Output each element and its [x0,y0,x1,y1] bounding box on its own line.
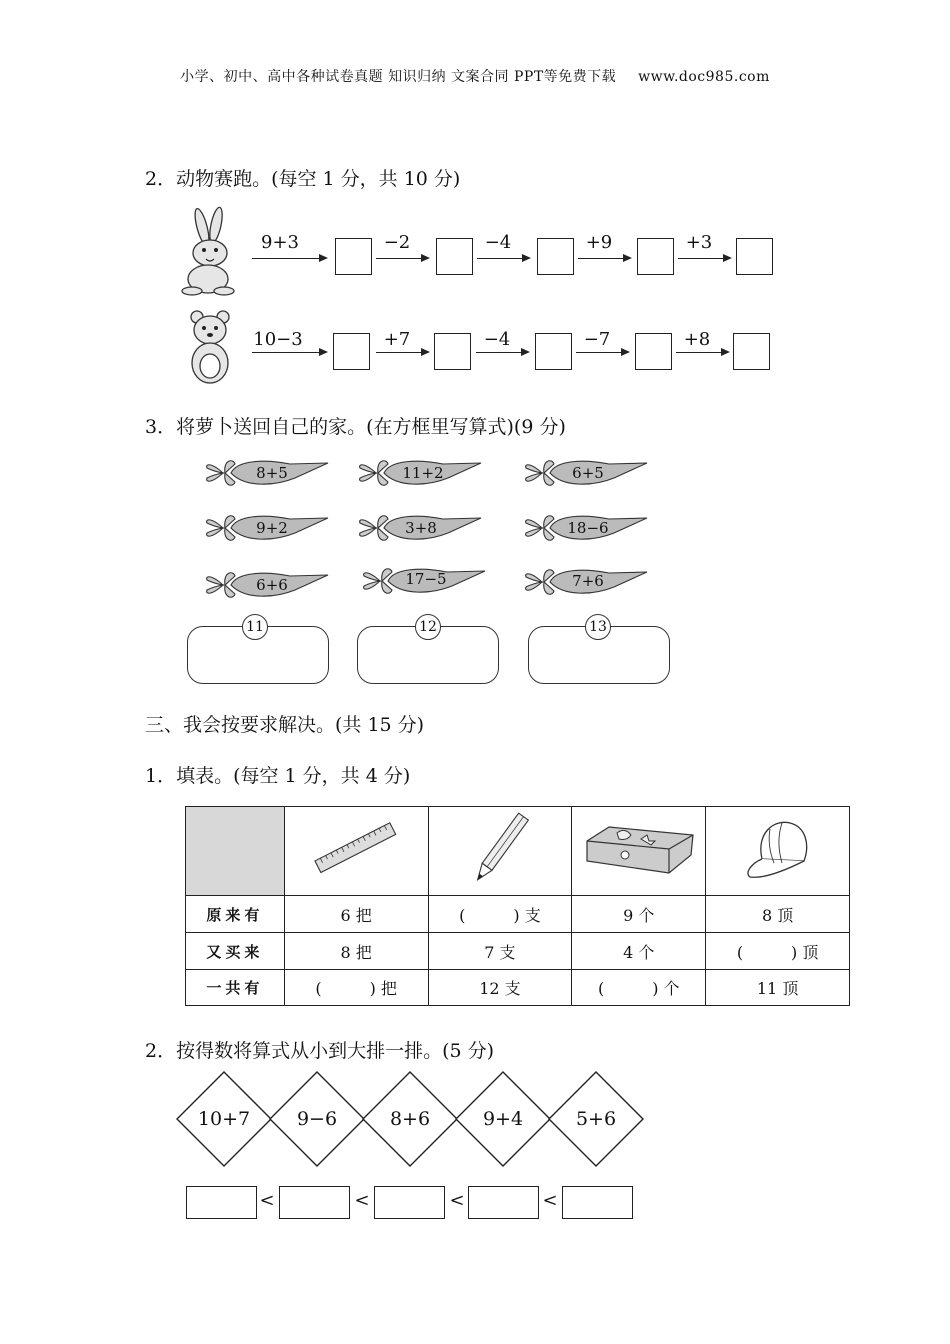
arrow [678,258,730,259]
table-row [186,896,850,933]
arrow [376,258,428,259]
table-image-cell [428,807,572,896]
answer-box[interactable] [733,333,770,370]
q2-title: 2．动物赛跑。(每空 1 分，共 10 分) [145,168,461,190]
answer-box[interactable] [335,238,372,275]
bear-op-3: −4 [483,329,511,350]
q31-title: 1．填表。(每空 1 分，共 4 分) [145,765,411,787]
table-cell: 8 把 [284,933,428,970]
answer-box[interactable] [635,333,672,370]
arrow [252,352,326,353]
q32-title: 2．按得数将算式从小到大排一排。(5 分) [145,1040,495,1062]
bear-icon [186,308,236,386]
arrow [477,258,529,259]
less-than: < [449,1190,465,1211]
table-row [186,970,850,1006]
less-than: < [542,1190,558,1211]
page-header [0,66,950,86]
house-number: 11 [242,614,268,640]
table-cell: 9 个 [572,896,706,933]
table-row [186,933,850,970]
section3-title: 三、我会按要求解决。(共 15 分) [145,714,425,736]
table-cell[interactable]: ( ) 把 [284,970,428,1006]
arrow [676,352,728,353]
ruler-icon [308,817,404,881]
order-box[interactable] [186,1186,257,1219]
pencil-case-icon [581,819,697,879]
bear-op-1: 10−3 [253,329,303,350]
arrow [252,258,326,259]
less-than: < [259,1190,275,1211]
arrow [476,352,528,353]
answer-box[interactable] [434,333,471,370]
arrow [376,352,428,353]
expression: 9−6 [296,1108,338,1130]
carrot-label[interactable]: 11+2 [402,464,444,482]
carrot-label[interactable]: 6+6 [256,576,288,594]
cap-icon [740,813,816,885]
rabbit-op-1: 9+3 [261,232,299,253]
header-site: www.doc985.com [638,69,770,85]
rabbit-op-3: −4 [484,232,512,253]
table-cell: 4 个 [572,933,706,970]
row-label: 原来有 [186,896,285,933]
table-cell[interactable]: ( ) 顶 [706,933,850,970]
answer-box[interactable] [537,238,574,275]
table-cell[interactable]: ( ) 个 [572,970,706,1006]
table-image-cell [572,807,706,896]
expression: 9+4 [482,1108,524,1130]
answer-box[interactable] [637,238,674,275]
table-cell: 7 支 [428,933,572,970]
order-box[interactable] [374,1186,445,1219]
carrot-label[interactable]: 8+5 [256,464,288,482]
order-box[interactable] [562,1186,633,1219]
table-cell: 8 顶 [706,896,850,933]
rabbit-icon [178,205,240,297]
fill-table [185,806,850,1006]
table-image-cell [284,807,428,896]
answer-box[interactable] [333,333,370,370]
order-box[interactable] [468,1186,539,1219]
table-cell[interactable]: ( ) 支 [428,896,572,933]
table-cell: 12 支 [428,970,572,1006]
carrot-label[interactable]: 6+5 [572,464,604,482]
header-text: 小学、初中、高中各种试卷真题 知识归纳 文案合同 PPT等免费下载 [180,69,617,85]
house-number: 13 [585,614,611,640]
table-cell: 11 顶 [706,970,850,1006]
rabbit-op-5: +3 [685,232,713,253]
arrow [578,258,630,259]
expression: 5+6 [575,1108,617,1130]
table-corner [186,807,285,896]
row-label: 一共有 [186,970,285,1006]
carrot-label[interactable]: 17−5 [405,570,447,588]
table-image-cell [706,807,850,896]
less-than: < [354,1190,370,1211]
bear-op-2: +7 [383,329,411,350]
house-number: 12 [415,614,441,640]
expression: 10+7 [197,1108,251,1130]
rabbit-op-2: −2 [383,232,411,253]
carrot-label[interactable]: 3+8 [405,519,437,537]
row-label: 又买来 [186,933,285,970]
table-row-images [186,807,850,896]
answer-box[interactable] [535,333,572,370]
carrot-label[interactable]: 18−6 [567,519,609,537]
answer-box[interactable] [436,238,473,275]
carrot-label[interactable]: 7+6 [572,572,604,590]
carrot-label[interactable]: 9+2 [256,519,288,537]
rabbit-op-4: +9 [585,232,613,253]
table-cell: 6 把 [284,896,428,933]
q3-title: 3．将萝卜送回自己的家。(在方框里写算式)(9 分) [145,416,566,438]
answer-box[interactable] [736,238,773,275]
expression: 8+6 [389,1108,431,1130]
arrow [576,352,628,353]
bear-op-4: −7 [583,329,611,350]
bear-op-5: +8 [683,329,711,350]
order-box[interactable] [279,1186,350,1219]
pencil-icon [465,807,535,891]
